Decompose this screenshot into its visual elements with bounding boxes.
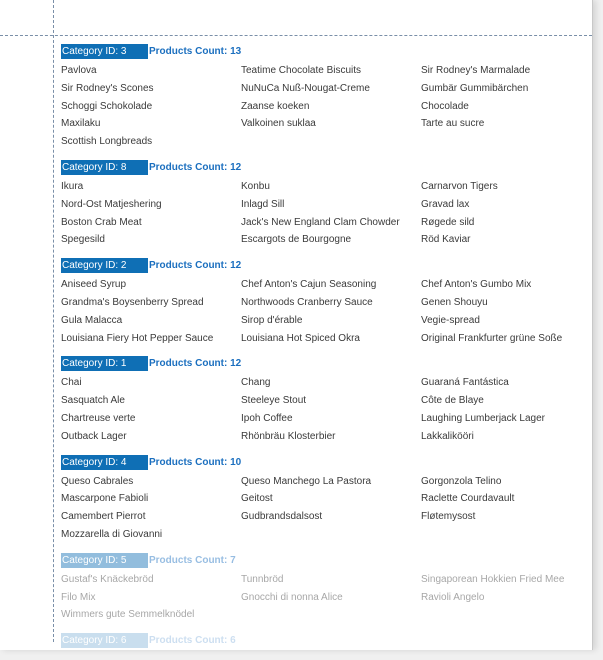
products-count-value: 13 bbox=[230, 46, 242, 57]
group-header bbox=[61, 44, 591, 59]
category-group bbox=[61, 44, 591, 151]
product-item: Geitost bbox=[241, 493, 273, 505]
product-item: Original Frankfurter grüne Soße bbox=[421, 332, 563, 344]
category-badge bbox=[61, 553, 148, 568]
product-item: Jack's New England Clam Chowder bbox=[241, 216, 400, 228]
product-item: Nord-Ost Matjeshering bbox=[61, 198, 162, 210]
products-count bbox=[149, 358, 241, 369]
group-header bbox=[61, 258, 591, 273]
products-count bbox=[149, 162, 241, 173]
category-id: 3 bbox=[120, 46, 127, 57]
product-item: Escargots de Bourgogne bbox=[241, 234, 352, 246]
product-item: Mozzarella di Giovanni bbox=[61, 528, 163, 540]
category-group bbox=[61, 455, 591, 544]
product-item: Grandma's Boysenberry Spread bbox=[61, 296, 204, 308]
product-item: Konbu bbox=[241, 180, 270, 192]
products-count-value: 10 bbox=[230, 456, 242, 468]
group-header bbox=[61, 160, 591, 175]
products-count bbox=[149, 555, 236, 566]
group-header bbox=[61, 356, 591, 371]
product-item: Chartreuse verte bbox=[61, 412, 136, 424]
category-group bbox=[61, 553, 591, 624]
category-badge bbox=[61, 356, 148, 371]
product-item: Raclette Courdavault bbox=[421, 493, 515, 505]
product-item: Chang bbox=[241, 377, 271, 389]
product-item: Valkoinen suklaa bbox=[241, 118, 316, 130]
category-badge bbox=[61, 455, 148, 470]
product-item: Côte de Blaye bbox=[421, 395, 484, 407]
products-count-label: Products Count: bbox=[149, 260, 228, 272]
category-label: Category ID: bbox=[62, 358, 119, 370]
products-count-label: Products Count: bbox=[149, 358, 228, 370]
product-item: Aniseed Syrup bbox=[61, 279, 127, 291]
products-count bbox=[149, 46, 241, 57]
product-item: Spegesild bbox=[61, 234, 105, 246]
product-item: Zaanse koeken bbox=[241, 100, 310, 112]
products-count-label: Products Count: bbox=[149, 46, 228, 57]
product-item: Ipoh Coffee bbox=[241, 412, 293, 424]
product-item: Outback Lager bbox=[61, 430, 127, 442]
products-count-value: 12 bbox=[230, 161, 242, 173]
product-item: Chef Anton's Gumbo Mix bbox=[421, 279, 532, 291]
margin-guide-vertical bbox=[53, 0, 54, 642]
product-item: Louisiana Fiery Hot Pepper Sauce bbox=[61, 332, 214, 344]
products-count-value: 12 bbox=[230, 260, 242, 272]
product-list bbox=[61, 473, 591, 544]
product-item: Fløtemysost bbox=[421, 511, 476, 523]
product-item: Gravad lax bbox=[421, 198, 470, 210]
category-label: Category ID: bbox=[62, 161, 119, 173]
product-item: Queso Manchego La Pastora bbox=[241, 475, 372, 487]
product-item: Boston Crab Meat bbox=[61, 216, 142, 228]
category-group bbox=[61, 160, 591, 249]
product-item: Laughing Lumberjack Lager bbox=[421, 412, 545, 424]
category-group bbox=[61, 258, 591, 347]
product-list bbox=[61, 178, 591, 249]
product-item: Carnarvon Tigers bbox=[421, 180, 498, 192]
product-item: Röd Kaviar bbox=[421, 234, 471, 246]
product-item: Ikura bbox=[61, 180, 84, 192]
product-item: Gorgonzola Telino bbox=[421, 475, 502, 487]
category-badge bbox=[61, 44, 148, 59]
product-item: Filo Mix bbox=[61, 591, 96, 603]
product-list bbox=[61, 571, 591, 624]
product-item: Lakkalikööri bbox=[421, 430, 474, 442]
product-item: Schoggi Schokolade bbox=[61, 100, 153, 112]
product-item: Gustaf's Knäckebröd bbox=[61, 573, 154, 585]
product-item: Mascarpone Fabioli bbox=[61, 493, 149, 505]
product-item: Gudbrandsdalsost bbox=[241, 511, 323, 523]
category-group bbox=[61, 356, 591, 445]
product-item: Singaporean Hokkien Fried Mee bbox=[421, 573, 565, 585]
product-item: Louisiana Hot Spiced Okra bbox=[241, 332, 360, 344]
product-item: Chef Anton's Cajun Seasoning bbox=[241, 279, 377, 291]
product-item: Chai bbox=[61, 377, 82, 389]
product-item: Rhönbräu Klosterbier bbox=[241, 430, 336, 442]
product-item: Teatime Chocolate Biscuits bbox=[241, 65, 362, 76]
group-header bbox=[61, 553, 591, 568]
category-id: 2 bbox=[120, 260, 127, 272]
products-count-value: 6 bbox=[230, 635, 236, 647]
products-count-value: 7 bbox=[230, 554, 236, 566]
product-item: Inlagd Sill bbox=[241, 198, 285, 210]
category-badge bbox=[61, 160, 148, 175]
product-item: Maxilaku bbox=[61, 118, 101, 130]
category-id: 6 bbox=[120, 635, 127, 647]
category-badge bbox=[61, 633, 148, 648]
product-item: NuNuCa Nuß-Nougat-Creme bbox=[241, 82, 370, 94]
group-header bbox=[61, 633, 591, 648]
product-item: Queso Cabrales bbox=[61, 475, 134, 487]
products-count-value: 12 bbox=[230, 358, 242, 370]
product-item: Steeleye Stout bbox=[241, 395, 307, 407]
category-id: 5 bbox=[120, 554, 127, 566]
products-count-label: Products Count: bbox=[149, 456, 228, 468]
category-label: Category ID: bbox=[62, 456, 119, 468]
product-item: Tarte au sucre bbox=[421, 118, 485, 130]
category-id: 1 bbox=[120, 358, 127, 370]
category-label: Category ID: bbox=[62, 635, 119, 647]
product-item: Pavlova bbox=[61, 65, 97, 76]
products-count bbox=[149, 635, 236, 646]
group-header bbox=[61, 455, 591, 470]
products-count-label: Products Count: bbox=[149, 161, 228, 173]
product-list bbox=[61, 374, 591, 445]
product-item: Sasquatch Ale bbox=[61, 395, 125, 407]
product-item: Ravioli Angelo bbox=[421, 591, 485, 603]
product-item: Røgede sild bbox=[421, 216, 475, 228]
report-content bbox=[61, 44, 591, 660]
category-label: Category ID: bbox=[62, 46, 119, 57]
product-list bbox=[61, 276, 591, 347]
product-item: Chocolade bbox=[421, 100, 469, 112]
product-item: Tunnbröd bbox=[241, 573, 284, 585]
product-item: Vegie-spread bbox=[421, 314, 480, 326]
product-item: Gumbär Gummibärchen bbox=[421, 82, 529, 94]
products-count-label: Products Count: bbox=[149, 635, 228, 647]
category-label: Category ID: bbox=[62, 260, 119, 272]
category-badge bbox=[61, 258, 148, 273]
margin-guide-horizontal bbox=[0, 35, 592, 36]
product-item: Sir Rodney's Marmalade bbox=[421, 65, 531, 76]
category-id: 8 bbox=[120, 161, 127, 173]
category-group bbox=[61, 633, 591, 651]
products-count-label: Products Count: bbox=[149, 554, 228, 566]
product-item: Sir Rodney's Scones bbox=[61, 82, 154, 94]
product-list bbox=[61, 62, 591, 151]
product-item: Guaraná Fantástica bbox=[421, 377, 509, 389]
product-item: Sirop d'érable bbox=[241, 314, 303, 326]
category-label: Category ID: bbox=[62, 554, 119, 566]
product-item: Northwoods Cranberry Sauce bbox=[241, 296, 373, 308]
product-item: Wimmers gute Semmelknödel bbox=[61, 609, 195, 621]
product-item: Gula Malacca bbox=[61, 314, 123, 326]
products-count bbox=[149, 260, 241, 271]
product-item: Genen Shouyu bbox=[421, 296, 488, 308]
product-item: Gnocchi di nonna Alice bbox=[241, 591, 343, 603]
products-count bbox=[149, 457, 241, 468]
product-item: Camembert Pierrot bbox=[61, 511, 146, 523]
product-item: Scottish Longbreads bbox=[61, 136, 153, 148]
category-id: 4 bbox=[120, 456, 127, 468]
